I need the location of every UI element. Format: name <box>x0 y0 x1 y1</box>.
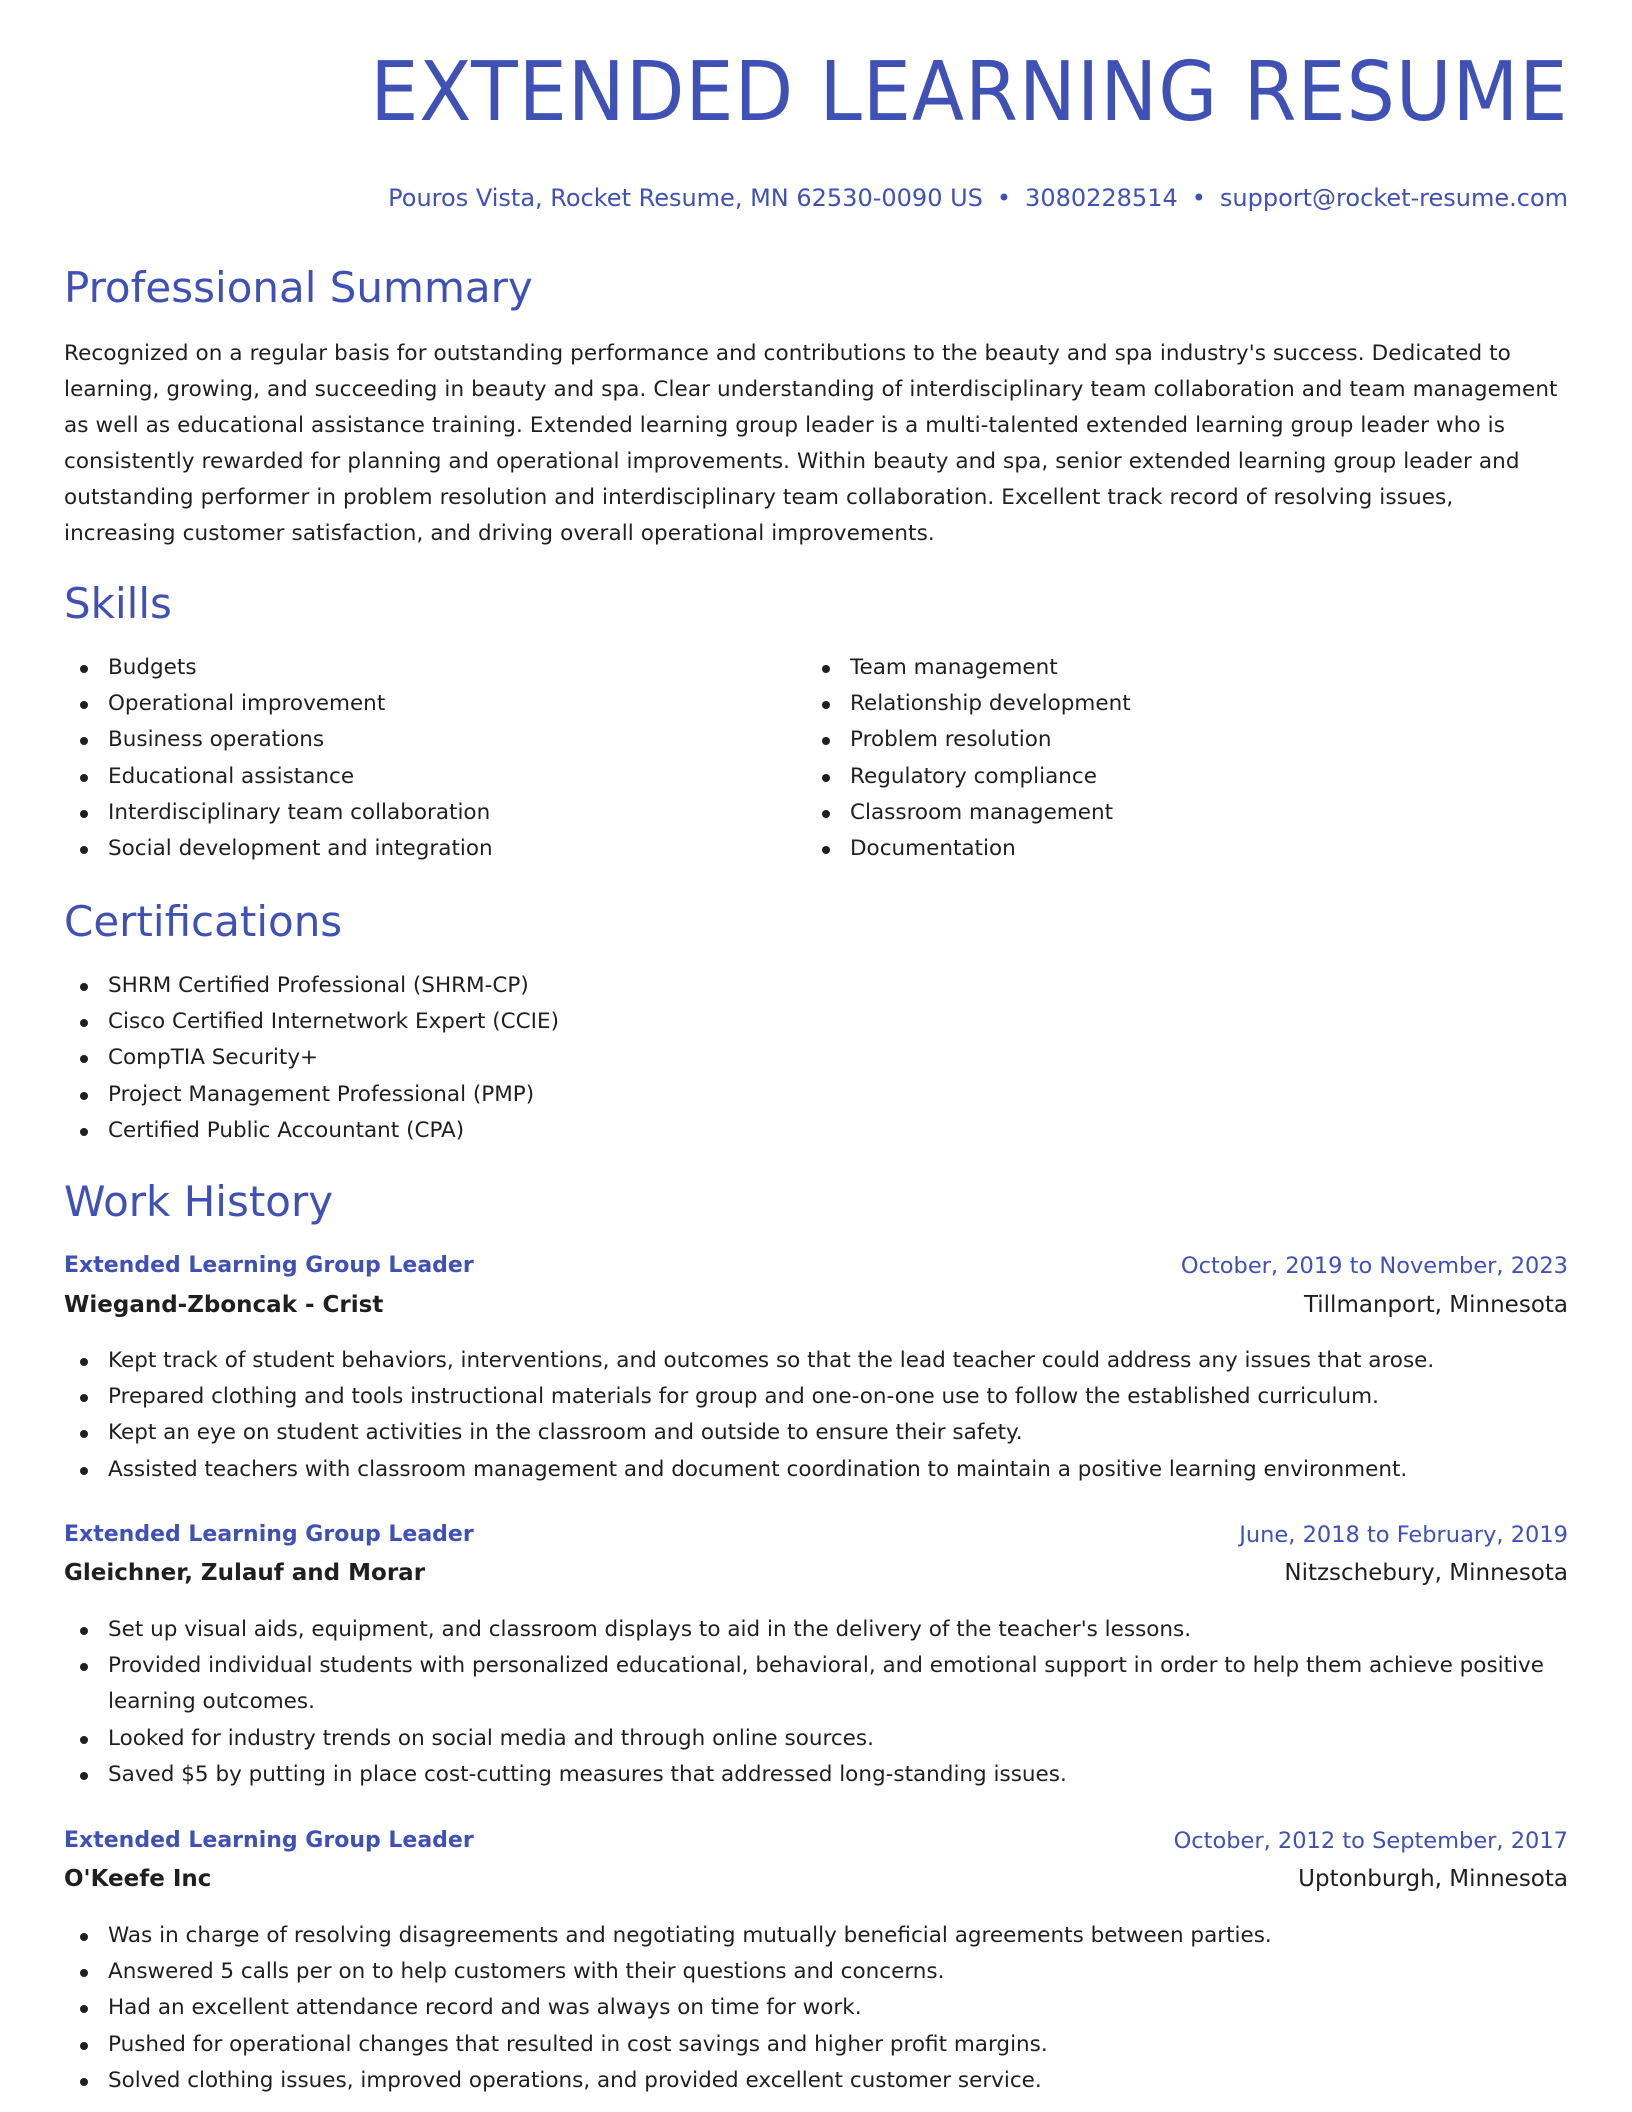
job-bullet: Prepared clothing and tools instructional materials for group and one-on-one use to follow the established curriculum. <box>64 1379 1434 1415</box>
job-bullet: Pushed for operational changes that resulted in cost savings and higher profit margins. <box>64 2027 1272 2063</box>
job-bullet: Was in charge of resolving disagreements and negotiating mutually beneficial agreements between parties. <box>64 1918 1272 1954</box>
skill-item: Documentation <box>806 831 1131 867</box>
job-company: Wiegand-Zboncak - Crist <box>64 1292 384 1318</box>
skill-item: Budgets <box>64 650 493 686</box>
summary-text: Recognized on a regular basis for outstanding performance and contributions to the beauty and spa industry's success. Dedicated to learning, growing, and succeeding in beauty and spa. Clear understanding of interdisciplinary team collaboration and team management as well as educational assistance training. Extended learning group leader is a multi-talented extended learning group leader who is consistently rewarded for planning and operational improvements. Within beauty and spa, senior extended learning group leader and outstanding performer in problem resolution and interdisciplinary team collaboration. Excellent track record of resolving issues, increasing customer satisfaction, and driving overall operational improvements. <box>64 341 1558 546</box>
certification-item: Project Management Professional (PMP) <box>64 1077 559 1113</box>
work-history-heading: Work History <box>64 1177 334 1226</box>
job-company: O'Keefe Inc <box>64 1866 212 1892</box>
certification-item: Cisco Certified Internetwork Expert (CCIE) <box>64 1004 559 1040</box>
skill-item: Interdisciplinary team collaboration <box>64 795 493 831</box>
job-dates: October, 2019 to November, 2023 <box>1180 1253 1568 1279</box>
job-bullets <box>64 1918 1272 2099</box>
skill-item: Relationship development <box>806 686 1131 722</box>
job-dates: June, 2018 to February, 2019 <box>1239 1522 1568 1548</box>
summary-heading: Professional Summary <box>64 263 533 312</box>
job-bullet: Had an excellent attendance record and was always on time for work. <box>64 1990 1272 2026</box>
certification-item: CompTIA Security+ <box>64 1040 559 1076</box>
job-bullet: Provided individual students with personalized educational, behavioral, and emotional support in order to help them achieve positive learning outcomes. <box>64 1648 1568 1720</box>
job-bullet: Solved clothing issues, improved operations, and provided excellent customer service. <box>64 2063 1272 2099</box>
job-title: Extended Learning Group Leader <box>64 1253 474 1278</box>
skill-item: Educational assistance <box>64 759 493 795</box>
job-bullets <box>64 1343 1434 1488</box>
skill-item: Team management <box>806 650 1131 686</box>
job-location: Uptonburgh, Minnesota <box>1298 1866 1568 1892</box>
skills-list-left <box>64 650 493 867</box>
skill-item: Operational improvement <box>64 686 493 722</box>
certifications-heading: Certifications <box>64 897 343 946</box>
certification-item: Certified Public Accountant (CPA) <box>64 1113 559 1149</box>
job-header <box>64 1522 1568 1556</box>
skill-item: Problem resolution <box>806 722 1131 758</box>
job-bullets <box>64 1612 1568 1793</box>
job-employer <box>64 1292 1568 1326</box>
contact-line <box>388 182 1568 214</box>
contact-separator: • <box>1191 184 1206 212</box>
certification-item: SHRM Certified Professional (SHRM-CP) <box>64 968 559 1004</box>
skill-item: Regulatory compliance <box>806 759 1131 795</box>
job-dates: October, 2012 to September, 2017 <box>1173 1828 1568 1854</box>
job-bullet: Looked for industry trends on social media and through online sources. <box>64 1721 1568 1757</box>
job-bullet: Kept track of student behaviors, interventions, and outcomes so that the lead teacher could address any issues that arose. <box>64 1343 1434 1379</box>
contact-separator: • <box>996 184 1012 212</box>
job-title: Extended Learning Group Leader <box>64 1828 474 1853</box>
skill-item: Classroom management <box>806 795 1131 831</box>
job-employer <box>64 1560 1568 1594</box>
job-header <box>64 1253 1568 1287</box>
job-company: Gleichner, Zulauf and Morar <box>64 1560 426 1586</box>
job-bullet: Answered 5 calls per on to help customers with their questions and concerns. <box>64 1954 1272 1990</box>
job-bullet: Assisted teachers with classroom management and document coordination to maintain a positive learning environment. <box>64 1452 1434 1488</box>
contact-phone: 3080228514 <box>1025 184 1178 212</box>
job-location: Tillmanport, Minnesota <box>1303 1292 1568 1318</box>
contact-email[interactable]: support@rocket-resume.com <box>1219 184 1568 212</box>
certifications-list <box>64 968 559 1149</box>
contact-address: Pouros Vista, Rocket Resume, MN 62530-0090 US <box>388 184 983 212</box>
job-bullet: Set up visual aids, equipment, and classroom displays to aid in the delivery of the teacher's lessons. <box>64 1612 1568 1648</box>
job-title: Extended Learning Group Leader <box>64 1522 474 1547</box>
job-location: Nitzschebury, Minnesota <box>1284 1560 1568 1586</box>
job-header <box>64 1828 1568 1862</box>
resume-name: EXTENDED LEARNING RESUME <box>369 45 1568 140</box>
skill-item: Business operations <box>64 722 493 758</box>
job-bullet: Kept an eye on student activities in the classroom and outside to ensure their safety. <box>64 1415 1434 1451</box>
skills-list-right <box>806 650 1131 867</box>
job-bullet: Saved $5 by putting in place cost-cutting measures that addressed long-standing issues. <box>64 1757 1568 1793</box>
job-employer <box>64 1866 1568 1900</box>
skills-heading: Skills <box>64 579 172 628</box>
skill-item: Social development and integration <box>64 831 493 867</box>
